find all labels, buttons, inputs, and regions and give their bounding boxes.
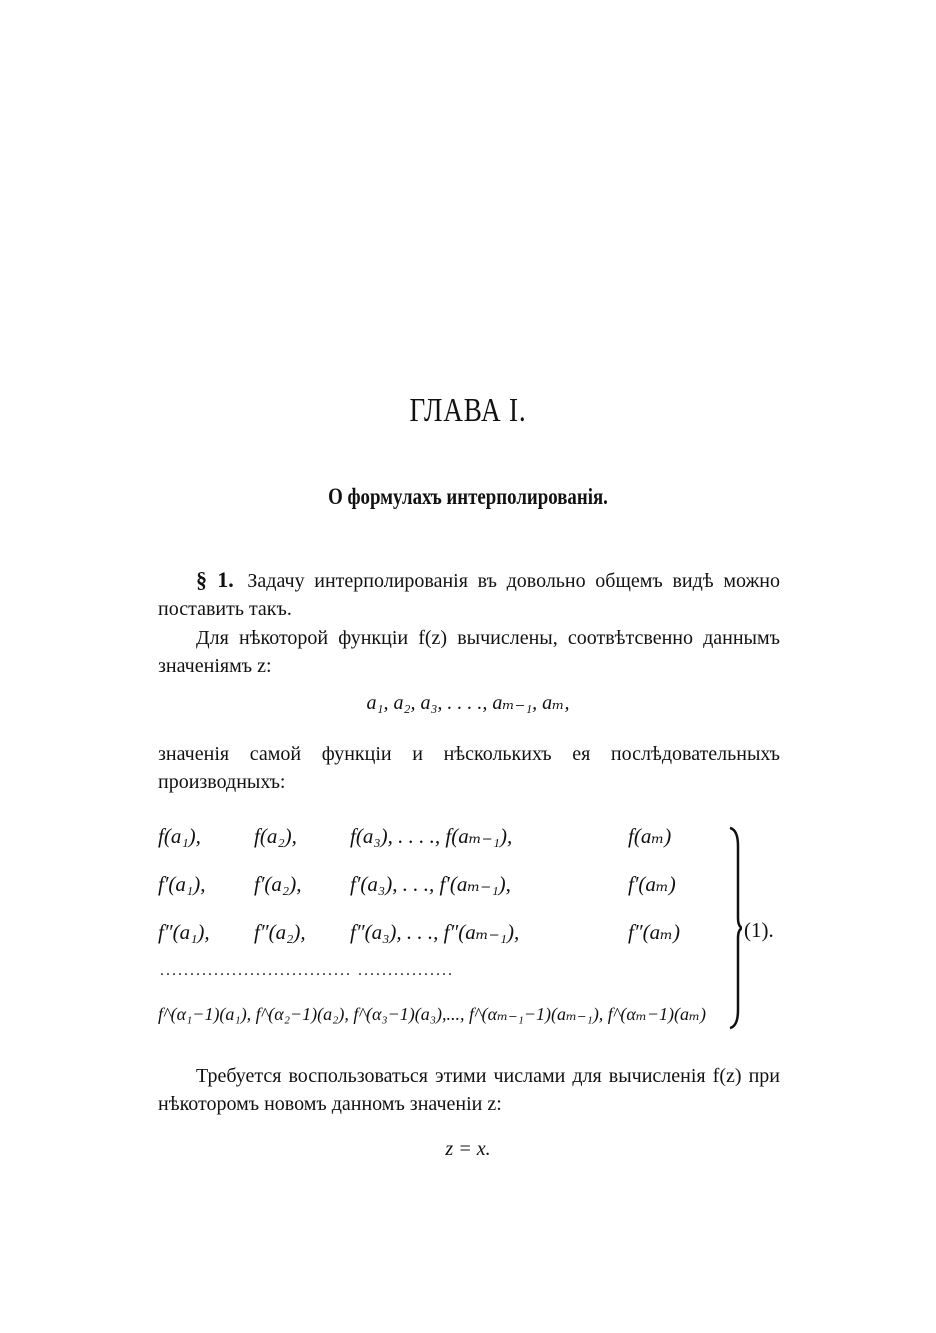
formula-values: a₁, a₂, a₃, . . . ., aₘ₋₁, aₘ, (366, 692, 570, 714)
paragraph-3 (158, 740, 780, 796)
chapter-heading: ГЛАВА I. (409, 392, 527, 429)
paragraph-1-text: Задачу интерполированія въ довольно общемъ видѣ можно поставить такъ. (158, 570, 780, 620)
table-row-1 (158, 824, 718, 860)
table-row-3 (158, 920, 718, 956)
formula-final: z = x. (445, 1138, 491, 1160)
table-cell: f″(aₘ) (628, 920, 680, 944)
table-cell: f″(a₁), (158, 920, 210, 944)
right-brace (728, 826, 742, 1030)
table-cell: f″(a₃), . . ., f″(aₘ₋₁), (350, 920, 520, 944)
table-cell: f(a₃), . . . ., f(aₘ₋₁), (350, 824, 513, 848)
table-cell: f^(α₁−1)(a₁), f^(α₂−1)(a₂), f^(α₃−1)(a₃),..., f^(αₘ₋₁−1)(aₘ₋₁), f^(αₘ−1)(aₘ) (158, 1004, 707, 1024)
section-mark: § 1. (196, 567, 234, 592)
section-title: О формулахъ интерполированія. (328, 484, 608, 509)
table-cell: f(a₁), (158, 824, 201, 848)
table-cell: f′(a₁), (158, 872, 206, 896)
table-row-2 (158, 872, 718, 908)
table-cell: f′(a₃), . . ., f′(aₘ₋₁), (350, 872, 511, 896)
table-cell: f(aₘ) (628, 824, 672, 848)
paragraph-2 (158, 624, 780, 680)
table-cell: f(a₂), (254, 824, 297, 848)
table-cell: f″(a₂), (254, 920, 306, 944)
paragraph-3-text: значенія самой функціи и нѣсколькихъ ея послѣдовательныхъ производныхъ: (158, 743, 780, 793)
table-cell: f′(aₘ) (628, 872, 676, 896)
table-dots-row: ................................ ................ (160, 962, 454, 979)
equation-number: (1). (744, 918, 774, 942)
paragraph-1 (158, 566, 780, 623)
paragraph-4 (158, 1062, 780, 1118)
table-row-5 (158, 1004, 730, 1040)
paragraph-2-text: Для нѣкоторой функціи f(z) вычислены, соотвѣтсвенно даннымъ значеніямъ z: (158, 627, 780, 677)
paragraph-4-text: Требуется воспользоваться этими числами для вычисленія f(z) при нѣкоторомъ новомъ данномъ значеніи z: (158, 1065, 780, 1115)
table-cell: f′(a₂), (254, 872, 302, 896)
